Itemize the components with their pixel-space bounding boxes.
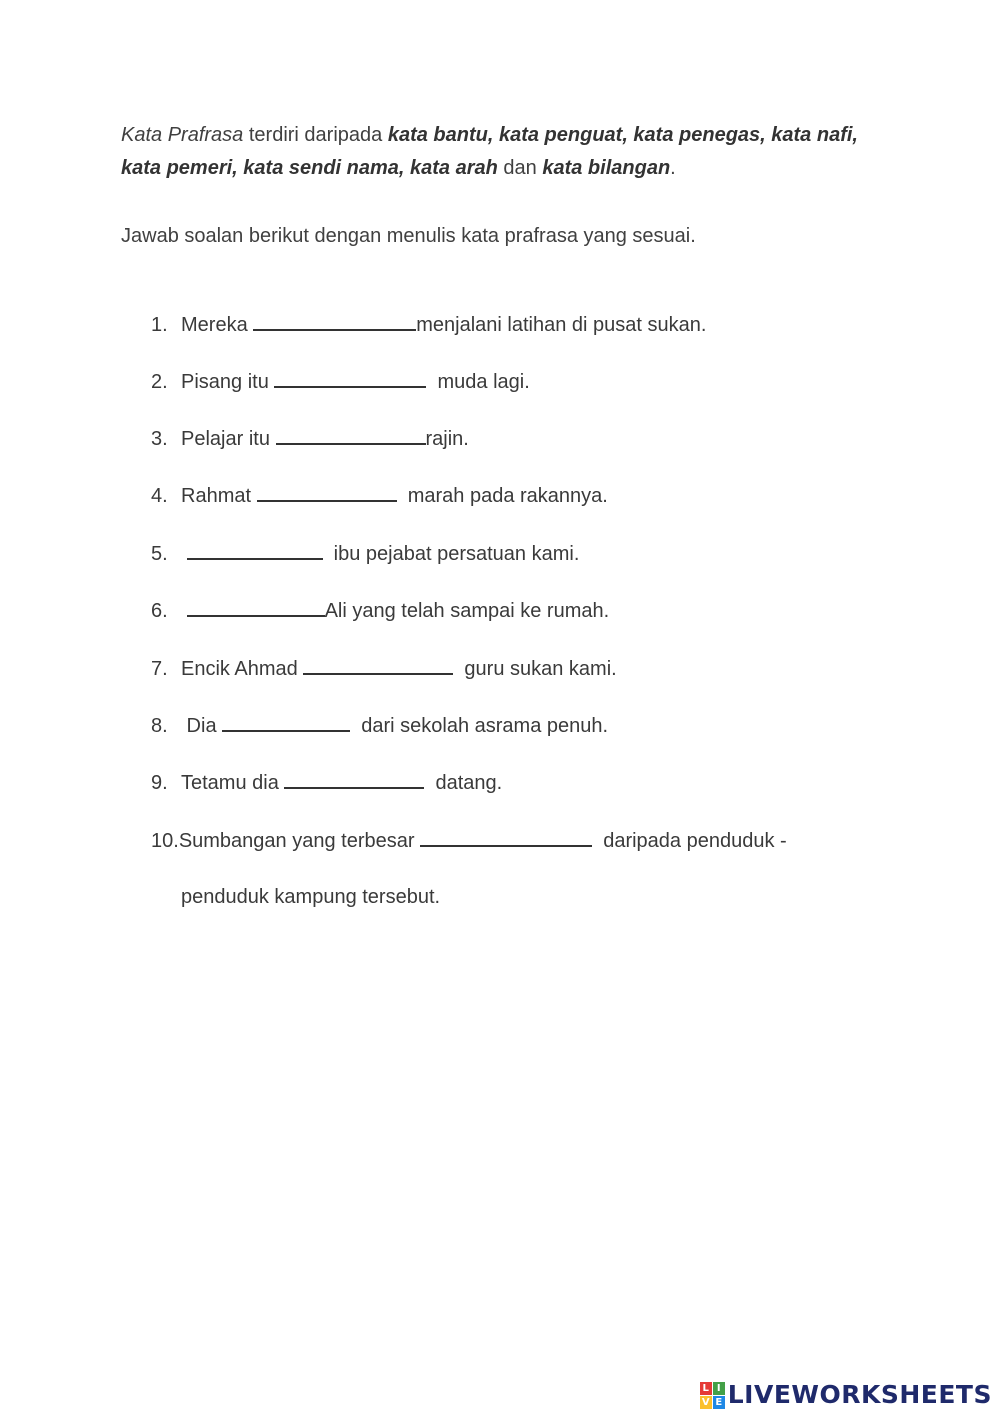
- answer-blank[interactable]: [187, 540, 323, 560]
- question-7: [151, 654, 617, 684]
- question-number: 7.: [151, 658, 168, 680]
- question-number: 4.: [151, 485, 168, 507]
- question-text-before: Tetamu dia: [181, 772, 285, 794]
- answer-blank[interactable]: [276, 425, 426, 445]
- logo-mark-letter: L: [700, 1382, 712, 1395]
- question-text-after: Ali yang telah sampai ke rumah.: [324, 600, 610, 622]
- answer-blank[interactable]: [253, 311, 416, 331]
- logo-mark-letter: I: [713, 1382, 725, 1395]
- question-text-after: guru sukan kami.: [453, 658, 617, 680]
- intro-last: kata bilangan: [542, 157, 671, 179]
- question-text-after: daripada penduduk -: [592, 830, 787, 852]
- question-3: [151, 424, 469, 454]
- answer-blank[interactable]: [257, 482, 397, 502]
- question-text-after: ibu pejabat persatuan kami.: [322, 543, 580, 565]
- logo-mark-letter: V: [700, 1396, 712, 1409]
- instruction-text: Jawab soalan berikut dengan menulis kata prafrasa yang sesuai.: [121, 225, 696, 247]
- answer-blank[interactable]: [284, 769, 424, 789]
- liveworksheets-logo: [700, 1380, 992, 1409]
- question-text-after: rajin.: [425, 428, 469, 450]
- answer-blank[interactable]: [420, 827, 592, 847]
- question-8: [151, 711, 608, 741]
- question-text-after: menjalani latihan di pusat sukan.: [416, 314, 707, 336]
- intro-list: kata bantu, kata penguat, kata penegas, kata nafi, kata pemeri, kata sendi nama, kata arah: [121, 124, 858, 179]
- answer-blank[interactable]: [222, 712, 350, 732]
- question-text-before: Mereka: [181, 314, 254, 336]
- question-text-before: Pisang itu: [181, 371, 275, 393]
- intro-lead: terdiri daripada: [243, 124, 388, 146]
- logo-mark-letter: E: [713, 1396, 725, 1409]
- question-number: 9.: [151, 772, 168, 794]
- question-number: 2.: [151, 371, 168, 393]
- question-text-before: Rahmat: [181, 485, 257, 507]
- question-number: 8.: [151, 715, 168, 737]
- question-6: [151, 596, 609, 626]
- logo-text: LIVEWORKSHEETS: [727, 1380, 992, 1409]
- question-4: [151, 481, 608, 511]
- question-1: [151, 310, 706, 340]
- intro-end: .: [670, 157, 676, 179]
- intro-conj: dan: [497, 157, 543, 179]
- intro-term: Kata Prafrasa: [121, 124, 244, 146]
- question-10-continuation: penduduk kampung tersebut.: [181, 886, 441, 908]
- question-number: 3.: [151, 428, 168, 450]
- question-number: 6.: [151, 600, 168, 622]
- logo-mark-icon: [700, 1382, 724, 1408]
- question-text-after: muda lagi.: [426, 371, 530, 393]
- question-text-before: Sumbangan yang terbesar: [178, 830, 421, 852]
- question-number: 1.: [151, 314, 168, 336]
- question-9: [151, 768, 502, 798]
- question-text-after: dari sekolah asrama penuh.: [350, 715, 609, 737]
- question-text-before: Encik Ahmad: [181, 658, 304, 680]
- question-text-after: datang.: [424, 772, 503, 794]
- answer-blank[interactable]: [303, 655, 453, 675]
- question-number: 10.: [151, 830, 179, 852]
- question-2: [151, 367, 530, 397]
- question-5: [151, 539, 579, 569]
- answer-blank[interactable]: [274, 368, 426, 388]
- question-10: [151, 826, 787, 856]
- question-text-before: Pelajar itu: [181, 428, 276, 450]
- question-text-before: Dia: [181, 715, 223, 737]
- question-text-after: marah pada rakannya.: [396, 485, 608, 507]
- intro-paragraph: [121, 119, 881, 185]
- question-number: 5.: [151, 543, 168, 565]
- answer-blank[interactable]: [187, 597, 325, 617]
